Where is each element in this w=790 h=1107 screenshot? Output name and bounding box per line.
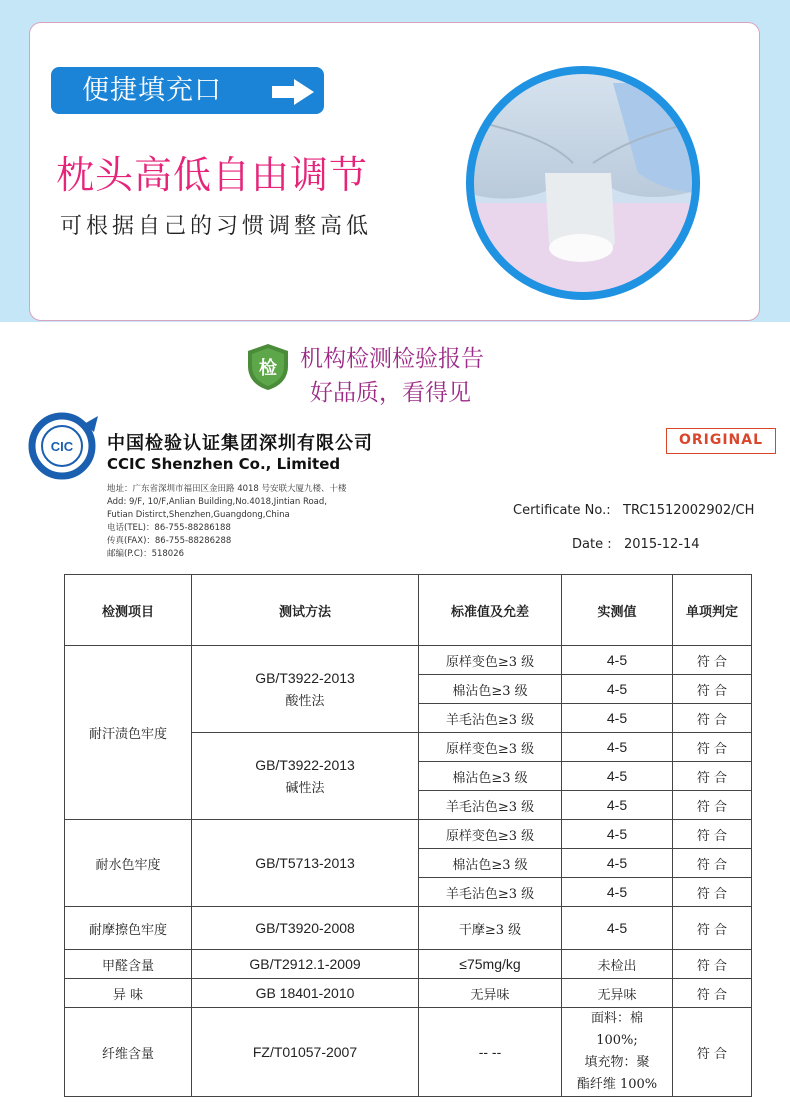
judgement: 符 合 [673,820,752,849]
standard-value: 羊毛沾色≥3 级 [419,791,562,820]
judgement: 符 合 [673,979,752,1008]
test-item: 耐摩擦色牢度 [65,907,192,950]
certificate-number [513,503,754,518]
judgement: 符 合 [673,791,752,820]
col-header-method: 测试方法 [192,575,419,646]
table-row [65,1008,752,1097]
measured-value: 4-5 [562,791,673,820]
judgement: 符 合 [673,704,752,733]
subline: 可根据自己的习惯调整高低 [60,214,373,239]
test-method: GB/T3922-2013 酸性法 [192,646,419,733]
col-header-value: 实测值 [562,575,673,646]
table-header-row [65,575,752,646]
certificate-date [572,537,700,552]
standard-value: -- -- [419,1008,562,1097]
measured-value: 4-5 [562,733,673,762]
standard-value: ≤75mg/kg [419,950,562,979]
judgement: 符 合 [673,907,752,950]
company-name-cn: 中国检验认证集团深圳有限公司 [107,433,373,454]
test-item: 异 味 [65,979,192,1008]
headline: 枕头高低自由调节 [56,153,369,197]
inspection-shield-icon [244,342,292,392]
test-method: GB/T2912.1-2009 [192,950,419,979]
test-method: GB/T3920-2008 [192,907,419,950]
table-row [65,646,752,675]
standard-value: 干摩≥3 级 [419,907,562,950]
standard-value: 羊毛沾色≥3 级 [419,704,562,733]
test-item: 耐汗渍色牢度 [65,646,192,820]
test-method: GB/T5713-2013 [192,820,419,907]
judgement: 符 合 [673,646,752,675]
address-line: Add: 9/F, 10/F,Anlian Building,No.4018,Jintian Road, [107,497,327,507]
company-name-en: CCIC Shenzhen Co., Limited [107,455,341,473]
measured-value: 未检出 [562,950,673,979]
address-line: 邮编(P.C)：518026 [107,549,185,559]
measured-value: 4-5 [562,820,673,849]
certificate-date-value: 2015-12-14 [624,537,700,552]
standard-value: 原样变色≥3 级 [419,733,562,762]
measured-value: 4-5 [562,849,673,878]
measured-value: 无异味 [562,979,673,1008]
standard-value: 原样变色≥3 级 [419,646,562,675]
col-header-item: 检测项目 [65,575,192,646]
svg-text:CIC: CIC [50,439,74,454]
judgement: 符 合 [673,1008,752,1097]
company-address [107,483,347,561]
judgement: 符 合 [673,675,752,704]
address-line: 电话(TEL)：86-755-88286188 [107,523,231,533]
test-report-table [64,574,752,1097]
measured-value: 4-5 [562,762,673,791]
measured-value: 4-5 [562,907,673,950]
standard-value: 无异味 [419,979,562,1008]
test-item: 纤维含量 [65,1008,192,1097]
test-method: GB 18401-2010 [192,979,419,1008]
ccic-logo [24,410,104,482]
table-row [65,950,752,979]
judgement: 符 合 [673,762,752,791]
address-line: Futian Distirct,Shenzhen,Guangdong,China [107,510,290,520]
standard-value: 羊毛沾色≥3 级 [419,878,562,907]
measured-value: 4-5 [562,878,673,907]
col-header-result: 单项判定 [673,575,752,646]
measured-value: 4-5 [562,646,673,675]
shield-icon-char: 检 [259,358,277,379]
judgement: 符 合 [673,849,752,878]
certificate-number-label: Certificate No.: [513,503,611,518]
standard-value: 原样变色≥3 级 [419,820,562,849]
table-row [65,979,752,1008]
original-stamp: ORIGINAL [666,428,776,454]
test-method: FZ/T01057-2007 [192,1008,419,1097]
arrow-right-icon [270,76,316,108]
section-title: 机构检测检验报告 [300,346,484,372]
measured-value: 面料：棉 100%; 填充物：聚 酯纤维 100% [562,1008,673,1097]
judgement: 符 合 [673,878,752,907]
table-row [65,820,752,849]
measured-value: 4-5 [562,675,673,704]
table-row [65,907,752,950]
address-line: 传真(FAX)：86-755-88286288 [107,536,232,546]
pillow-closeup-photo [463,63,703,303]
col-header-standard: 标准值及允差 [419,575,562,646]
section-subtitle: 好品质，看得见 [310,380,471,406]
certificate-date-label: Date : [572,537,612,552]
judgement: 符 合 [673,733,752,762]
address-line: 地址：广东省深圳市福田区金田路 4018 号安联大厦九楼、十楼 [107,484,347,494]
standard-value: 棉沾色≥3 级 [419,762,562,791]
fill-opening-label: 便捷填充口 [82,75,222,106]
judgement: 符 合 [673,950,752,979]
certificate-number-value: TRC1512002902/CH [623,503,755,518]
standard-value: 棉沾色≥3 级 [419,849,562,878]
standard-value: 棉沾色≥3 级 [419,675,562,704]
test-item: 耐水色牢度 [65,820,192,907]
test-method: GB/T3922-2013 碱性法 [192,733,419,820]
measured-value: 4-5 [562,704,673,733]
test-item: 甲醛含量 [65,950,192,979]
